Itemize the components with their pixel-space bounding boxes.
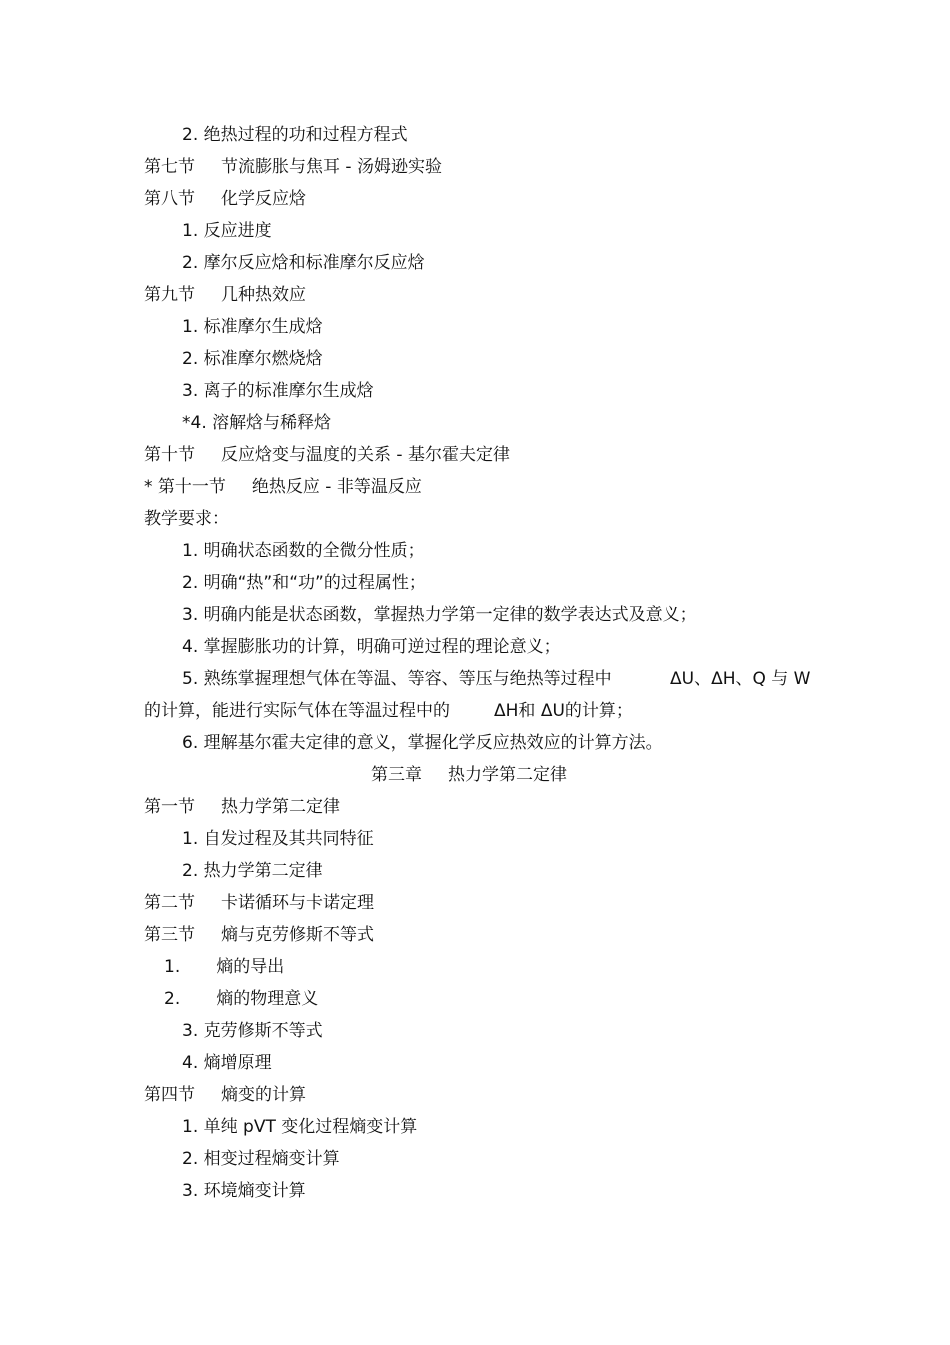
- item-spontaneous-process: 1. 自发过程及其共同特征: [182, 829, 374, 849]
- requirement-3: 3. 明确内能是状态函数，掌握热力学第一定律的数学表达式及意义；: [182, 605, 697, 625]
- ch3-section-3-heading: 第三节 熵与克劳修斯不等式: [144, 925, 374, 945]
- section-7-heading: 第七节 节流膨胀与焦耳 - 汤姆逊实验: [144, 157, 442, 177]
- item-entropy-physical-meaning: 2. 熵的物理意义: [164, 989, 319, 1009]
- item-entropy-increase-principle: 4. 熵增原理: [182, 1053, 272, 1073]
- item-combustion-enthalpy: 2. 标准摩尔燃烧焓: [182, 349, 323, 369]
- section-10-heading: 第十节 反应焓变与温度的关系 - 基尔霍夫定律: [144, 445, 510, 465]
- teaching-requirements-heading: 教学要求：: [144, 509, 229, 529]
- item-ion-formation-enthalpy: 3. 离子的标准摩尔生成焓: [182, 381, 374, 401]
- section-9-heading: 第九节 几种热效应: [144, 285, 306, 305]
- section-8-heading: 第八节 化学反应焓: [144, 189, 306, 209]
- item-second-law: 2. 热力学第二定律: [182, 861, 323, 881]
- item-adiabatic-work: 2. 绝热过程的功和过程方程式: [182, 125, 408, 145]
- requirement-5-part3: ΔH和 ΔU的计算；: [494, 701, 633, 721]
- item-environment-entropy: 3. 环境熵变计算: [182, 1181, 306, 1201]
- requirement-1: 1. 明确状态函数的全微分性质；: [182, 541, 425, 561]
- item-entropy-derivation: 1. 熵的导出: [164, 957, 285, 977]
- item-clausius-inequality: 3. 克劳修斯不等式: [182, 1021, 323, 1041]
- ch3-section-2-heading: 第二节 卡诺循环与卡诺定理: [144, 893, 374, 913]
- item-pvt-entropy: 1. 单纯 pVT 变化过程熵变计算: [182, 1117, 418, 1137]
- item-reaction-extent: 1. 反应进度: [182, 221, 272, 241]
- item-molar-reaction-enthalpy: 2. 摩尔反应焓和标准摩尔反应焓: [182, 253, 425, 273]
- item-dissolution-enthalpy: *4. 溶解焓与稀释焓: [182, 413, 332, 433]
- requirement-6: 6. 理解基尔霍夫定律的意义，掌握化学反应热效应的计算方法。: [182, 733, 663, 753]
- requirement-5-part1: 5. 熟练掌握理想气体在等温、等容、等压与绝热等过程中: [182, 669, 612, 689]
- requirement-5-quantities: ΔU、ΔH、Q 与 W: [670, 669, 811, 689]
- item-formation-enthalpy: 1. 标准摩尔生成焓: [182, 317, 323, 337]
- chapter-3-title: 第三章 热力学第二定律: [371, 765, 567, 785]
- requirement-4: 4. 掌握膨胀功的计算，明确可逆过程的理论意义；: [182, 637, 561, 657]
- requirement-5-part2: 的计算，能进行实际气体在等温过程中的: [144, 701, 450, 721]
- ch3-section-4-heading: 第四节 熵变的计算: [144, 1085, 306, 1105]
- ch3-section-1-heading: 第一节 热力学第二定律: [144, 797, 340, 817]
- requirement-2: 2. 明确“热”和“功”的过程属性；: [182, 573, 426, 593]
- section-11-heading: * 第十一节 绝热反应 - 非等温反应: [144, 477, 422, 497]
- item-phase-change-entropy: 2. 相变过程熵变计算: [182, 1149, 340, 1169]
